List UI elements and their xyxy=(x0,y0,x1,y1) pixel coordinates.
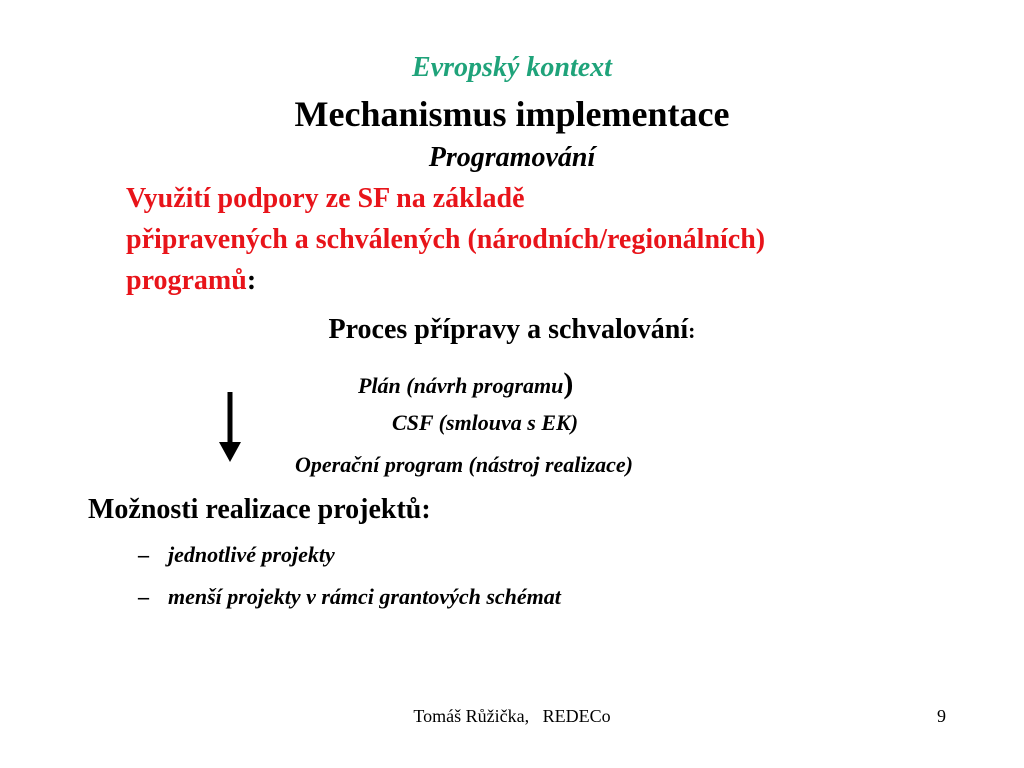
page-number: 9 xyxy=(937,706,946,726)
options-heading: Možnosti realizace projektů: xyxy=(88,494,431,525)
process-step-1-text: Plán (návrh programu xyxy=(358,373,564,398)
process-step-3: Operační program (nástroj realizace) xyxy=(295,452,633,477)
bullet-text: menší projekty v rámci grantových schémat xyxy=(168,584,561,609)
slide-kicker: Evropský kontext xyxy=(412,52,612,83)
intro-colon: : xyxy=(246,265,257,296)
list-item xyxy=(138,584,561,610)
intro-line-1: Využití podpory ze SF na základě xyxy=(126,183,525,214)
process-step-1-close: ) xyxy=(563,367,574,400)
bullet-text: jednotlivé projekty xyxy=(168,542,335,567)
list-item xyxy=(138,542,335,568)
down-arrow-icon xyxy=(217,392,243,462)
slide-subtitle: Programování xyxy=(428,142,596,173)
footer-author: Tomáš Růžička, REDECo xyxy=(413,706,611,726)
process-heading-text: Proces přípravy a schvalování xyxy=(328,314,689,345)
bullet-dash: – xyxy=(138,584,149,609)
process-step-2: CSF (smlouva s EK) xyxy=(392,410,579,435)
intro-line-2: připravených a schválených (národních/regionálních) xyxy=(126,224,766,255)
bullet-dash: – xyxy=(138,542,149,567)
intro-line-3-text: programů xyxy=(126,265,247,296)
slide-title: Mechanismus implementace xyxy=(294,94,730,134)
process-colon: : xyxy=(688,318,696,343)
process-step-1 xyxy=(358,367,573,401)
process-heading xyxy=(0,314,1024,346)
intro-line-3 xyxy=(126,265,256,297)
